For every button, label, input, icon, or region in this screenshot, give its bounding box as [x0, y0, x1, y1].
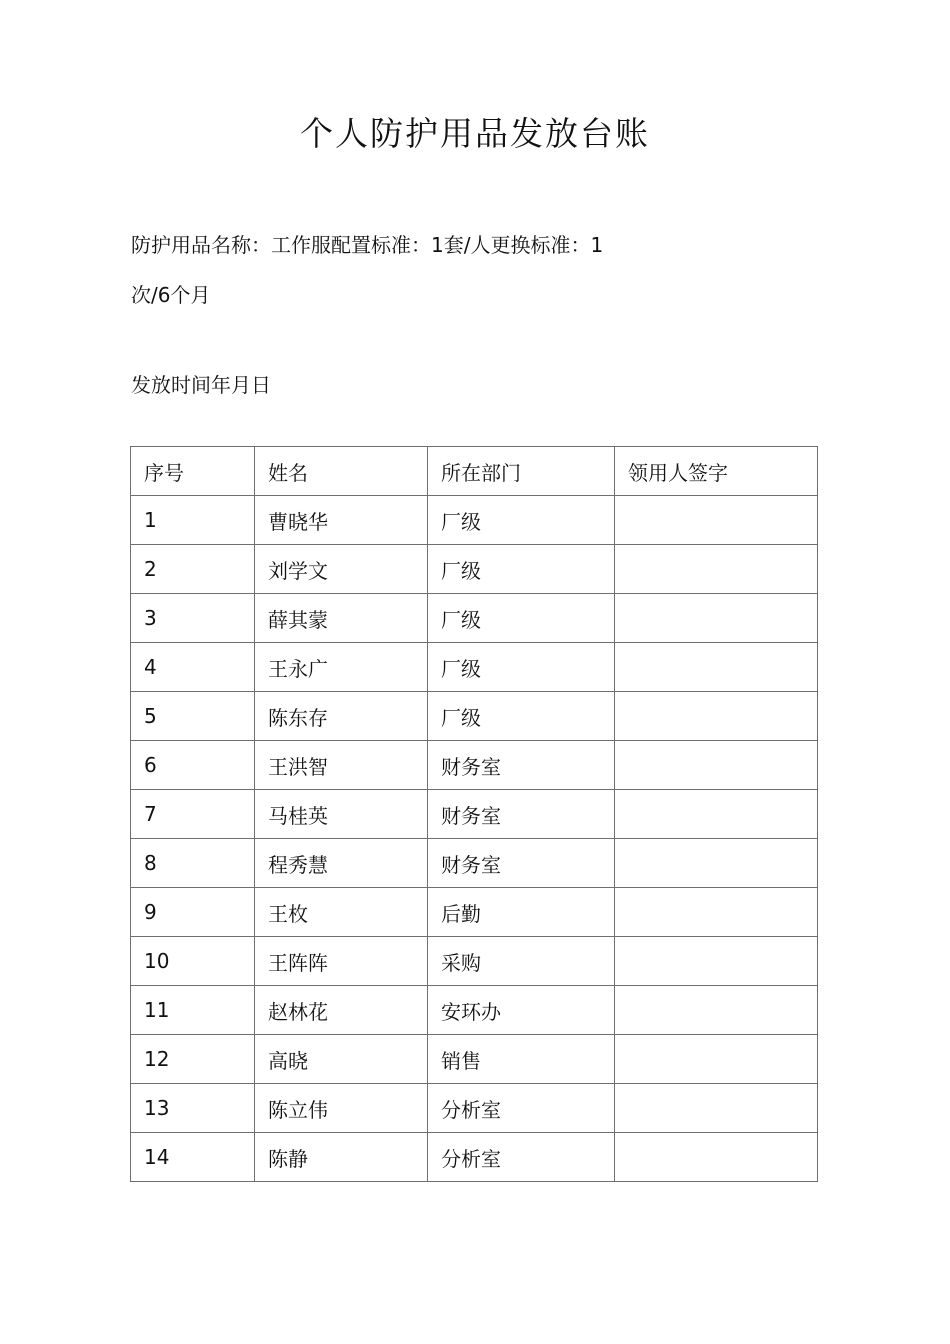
row-serial-number: 5 — [131, 692, 255, 741]
table-row — [131, 496, 818, 545]
row-serial-number: 12 — [131, 1035, 255, 1084]
row-department: 后勤 — [428, 888, 615, 937]
row-signature-cell[interactable] — [615, 692, 818, 741]
row-department: 财务室 — [428, 741, 615, 790]
table-row — [131, 986, 818, 1035]
row-department: 分析室 — [428, 1084, 615, 1133]
issue-time-line: 发放时间年月日 — [131, 373, 271, 397]
header-recipient-signature: 领用人签字 — [615, 447, 818, 496]
row-name: 陈立伟 — [255, 1084, 428, 1133]
row-serial-number: 11 — [131, 986, 255, 1035]
table-body — [131, 496, 818, 1182]
row-name: 赵林花 — [255, 986, 428, 1035]
row-department: 厂级 — [428, 692, 615, 741]
replacement-standard-line: 次/6个月 — [131, 283, 211, 307]
row-serial-number: 10 — [131, 937, 255, 986]
row-signature-cell[interactable] — [615, 839, 818, 888]
row-name: 曹晓华 — [255, 496, 428, 545]
row-name: 王永广 — [255, 643, 428, 692]
row-signature-cell[interactable] — [615, 741, 818, 790]
row-department: 分析室 — [428, 1133, 615, 1182]
table-row — [131, 643, 818, 692]
row-department: 厂级 — [428, 545, 615, 594]
row-name: 马桂英 — [255, 790, 428, 839]
row-department: 厂级 — [428, 643, 615, 692]
table-row — [131, 1084, 818, 1133]
row-department: 财务室 — [428, 790, 615, 839]
row-signature-cell[interactable] — [615, 986, 818, 1035]
row-signature-cell[interactable] — [615, 888, 818, 937]
row-signature-cell[interactable] — [615, 496, 818, 545]
table-row — [131, 1035, 818, 1084]
row-department: 安环办 — [428, 986, 615, 1035]
row-name: 高晓 — [255, 1035, 428, 1084]
row-serial-number: 2 — [131, 545, 255, 594]
row-serial-number: 6 — [131, 741, 255, 790]
issue-ledger-table — [130, 446, 818, 1182]
row-serial-number: 7 — [131, 790, 255, 839]
table-row — [131, 545, 818, 594]
page-title: 个人防护用品发放台账 — [300, 114, 650, 153]
row-signature-cell[interactable] — [615, 1084, 818, 1133]
row-name: 王阵阵 — [255, 937, 428, 986]
row-signature-cell[interactable] — [615, 790, 818, 839]
row-name: 程秀慧 — [255, 839, 428, 888]
header-serial-number: 序号 — [131, 447, 255, 496]
row-serial-number: 1 — [131, 496, 255, 545]
row-signature-cell[interactable] — [615, 594, 818, 643]
table-row — [131, 741, 818, 790]
row-department: 销售 — [428, 1035, 615, 1084]
row-name: 王枚 — [255, 888, 428, 937]
row-serial-number: 9 — [131, 888, 255, 937]
row-signature-cell[interactable] — [615, 643, 818, 692]
row-department: 厂级 — [428, 496, 615, 545]
row-signature-cell[interactable] — [615, 1035, 818, 1084]
header-department: 所在部门 — [428, 447, 615, 496]
table-row — [131, 790, 818, 839]
row-signature-cell[interactable] — [615, 1133, 818, 1182]
row-serial-number: 3 — [131, 594, 255, 643]
row-name: 陈东存 — [255, 692, 428, 741]
row-name: 刘学文 — [255, 545, 428, 594]
row-department: 财务室 — [428, 839, 615, 888]
row-serial-number: 8 — [131, 839, 255, 888]
table-row — [131, 594, 818, 643]
row-serial-number: 13 — [131, 1084, 255, 1133]
table-header-row — [131, 447, 818, 496]
row-name: 王洪智 — [255, 741, 428, 790]
table-row — [131, 839, 818, 888]
row-department: 厂级 — [428, 594, 615, 643]
table-row — [131, 692, 818, 741]
table-row — [131, 888, 818, 937]
row-serial-number: 14 — [131, 1133, 255, 1182]
header-name: 姓名 — [255, 447, 428, 496]
table-row — [131, 937, 818, 986]
row-signature-cell[interactable] — [615, 937, 818, 986]
row-serial-number: 4 — [131, 643, 255, 692]
row-department: 采购 — [428, 937, 615, 986]
row-signature-cell[interactable] — [615, 545, 818, 594]
row-name: 陈静 — [255, 1133, 428, 1182]
ppe-name-standard-line: 防护用品名称：工作服配置标准：1套/人更换标准：1 — [131, 233, 604, 257]
table-row — [131, 1133, 818, 1182]
row-name: 薛其蒙 — [255, 594, 428, 643]
